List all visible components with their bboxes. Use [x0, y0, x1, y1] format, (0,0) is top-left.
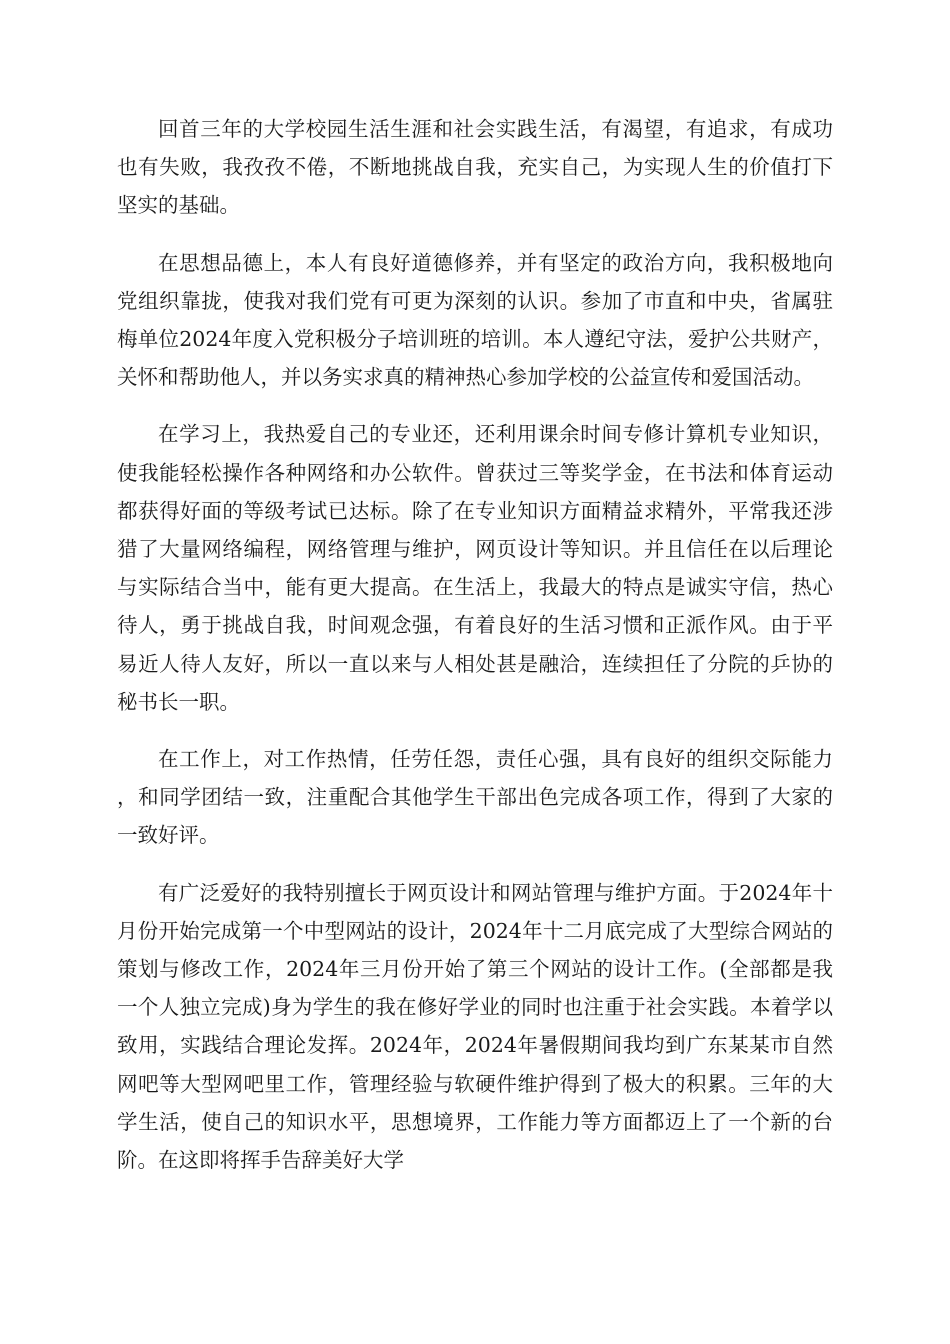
paragraph-hobbies-practice: 有广泛爱好的我特别擅长于网页设计和网站管理与维护方面。于2024年十月份开始完成第一个中型网站的设计，2024年十二月底完成了大型综合网站的策划与修改工作，2024年三月份开始了第三个网站的设计工作。(全部都是我一个人独立完成)身为学生的我在修好学业的同时也注重于社会实践。本着学以致用，实践结合理论发挥。2024年，2024年暑假期间我均到广东某某市自然网吧等大型网吧里工作，管理经验与软硬件维护得到了极大的积累。三年的大学生活，使自己的知识水平，思想境界，工作能力等方面都迈上了一个新的台阶。在这即将挥手告辞美好大学 [117, 880, 833, 1173]
paragraph-ideology-morality: 在思想品德上，本人有良好道德修养，并有坚定的政治方向，我积极地向党组织靠拢，使我对我们党有可更为深刻的认识。参加了市直和中央，省属驻梅单位2024年度入党积极分子培训班的培训。本人遵纪守法，爱护公共财产，关怀和帮助他人，并以务实求真的精神热心参加学校的公益宣传和爱国活动。 [117, 250, 833, 390]
paragraph-introduction: 回首三年的大学校园生活生涯和社会实践生活，有渴望，有追求，有成功也有失败，我孜孜不倦，不断地挑战自我，充实自己，为实现人生的价值打下坚实的基础。 [117, 117, 833, 218]
document-body [117, 110, 833, 1198]
paragraph-work: 在工作上，对工作热情，任劳任怨，责任心强，具有良好的组织交际能力，和同学团结一致，注重配合其他学生干部出色完成各项工作，得到了大家的一致好评。 [117, 747, 833, 848]
paragraph-study-life: 在学习上，我热爱自己的专业还，还利用课余时间专修计算机专业知识，使我能轻松操作各种网络和办公软件。曾获过三等奖学金，在书法和体育运动都获得好面的等级考试已达标。除了在专业知识方面精益求精外，平常我还涉猎了大量网络编程，网络管理与维护，网页设计等知识。并且信任在以后理论与实际结合当中，能有更大提高。在生活上，我最大的特点是诚实守信，热心待人，勇于挑战自我，时间观念强，有着良好的生活习惯和正派作风。由于平易近人待人友好，所以一直以来与人相处甚是融洽，连续担任了分院的乒协的秘书长一职。 [117, 422, 833, 714]
